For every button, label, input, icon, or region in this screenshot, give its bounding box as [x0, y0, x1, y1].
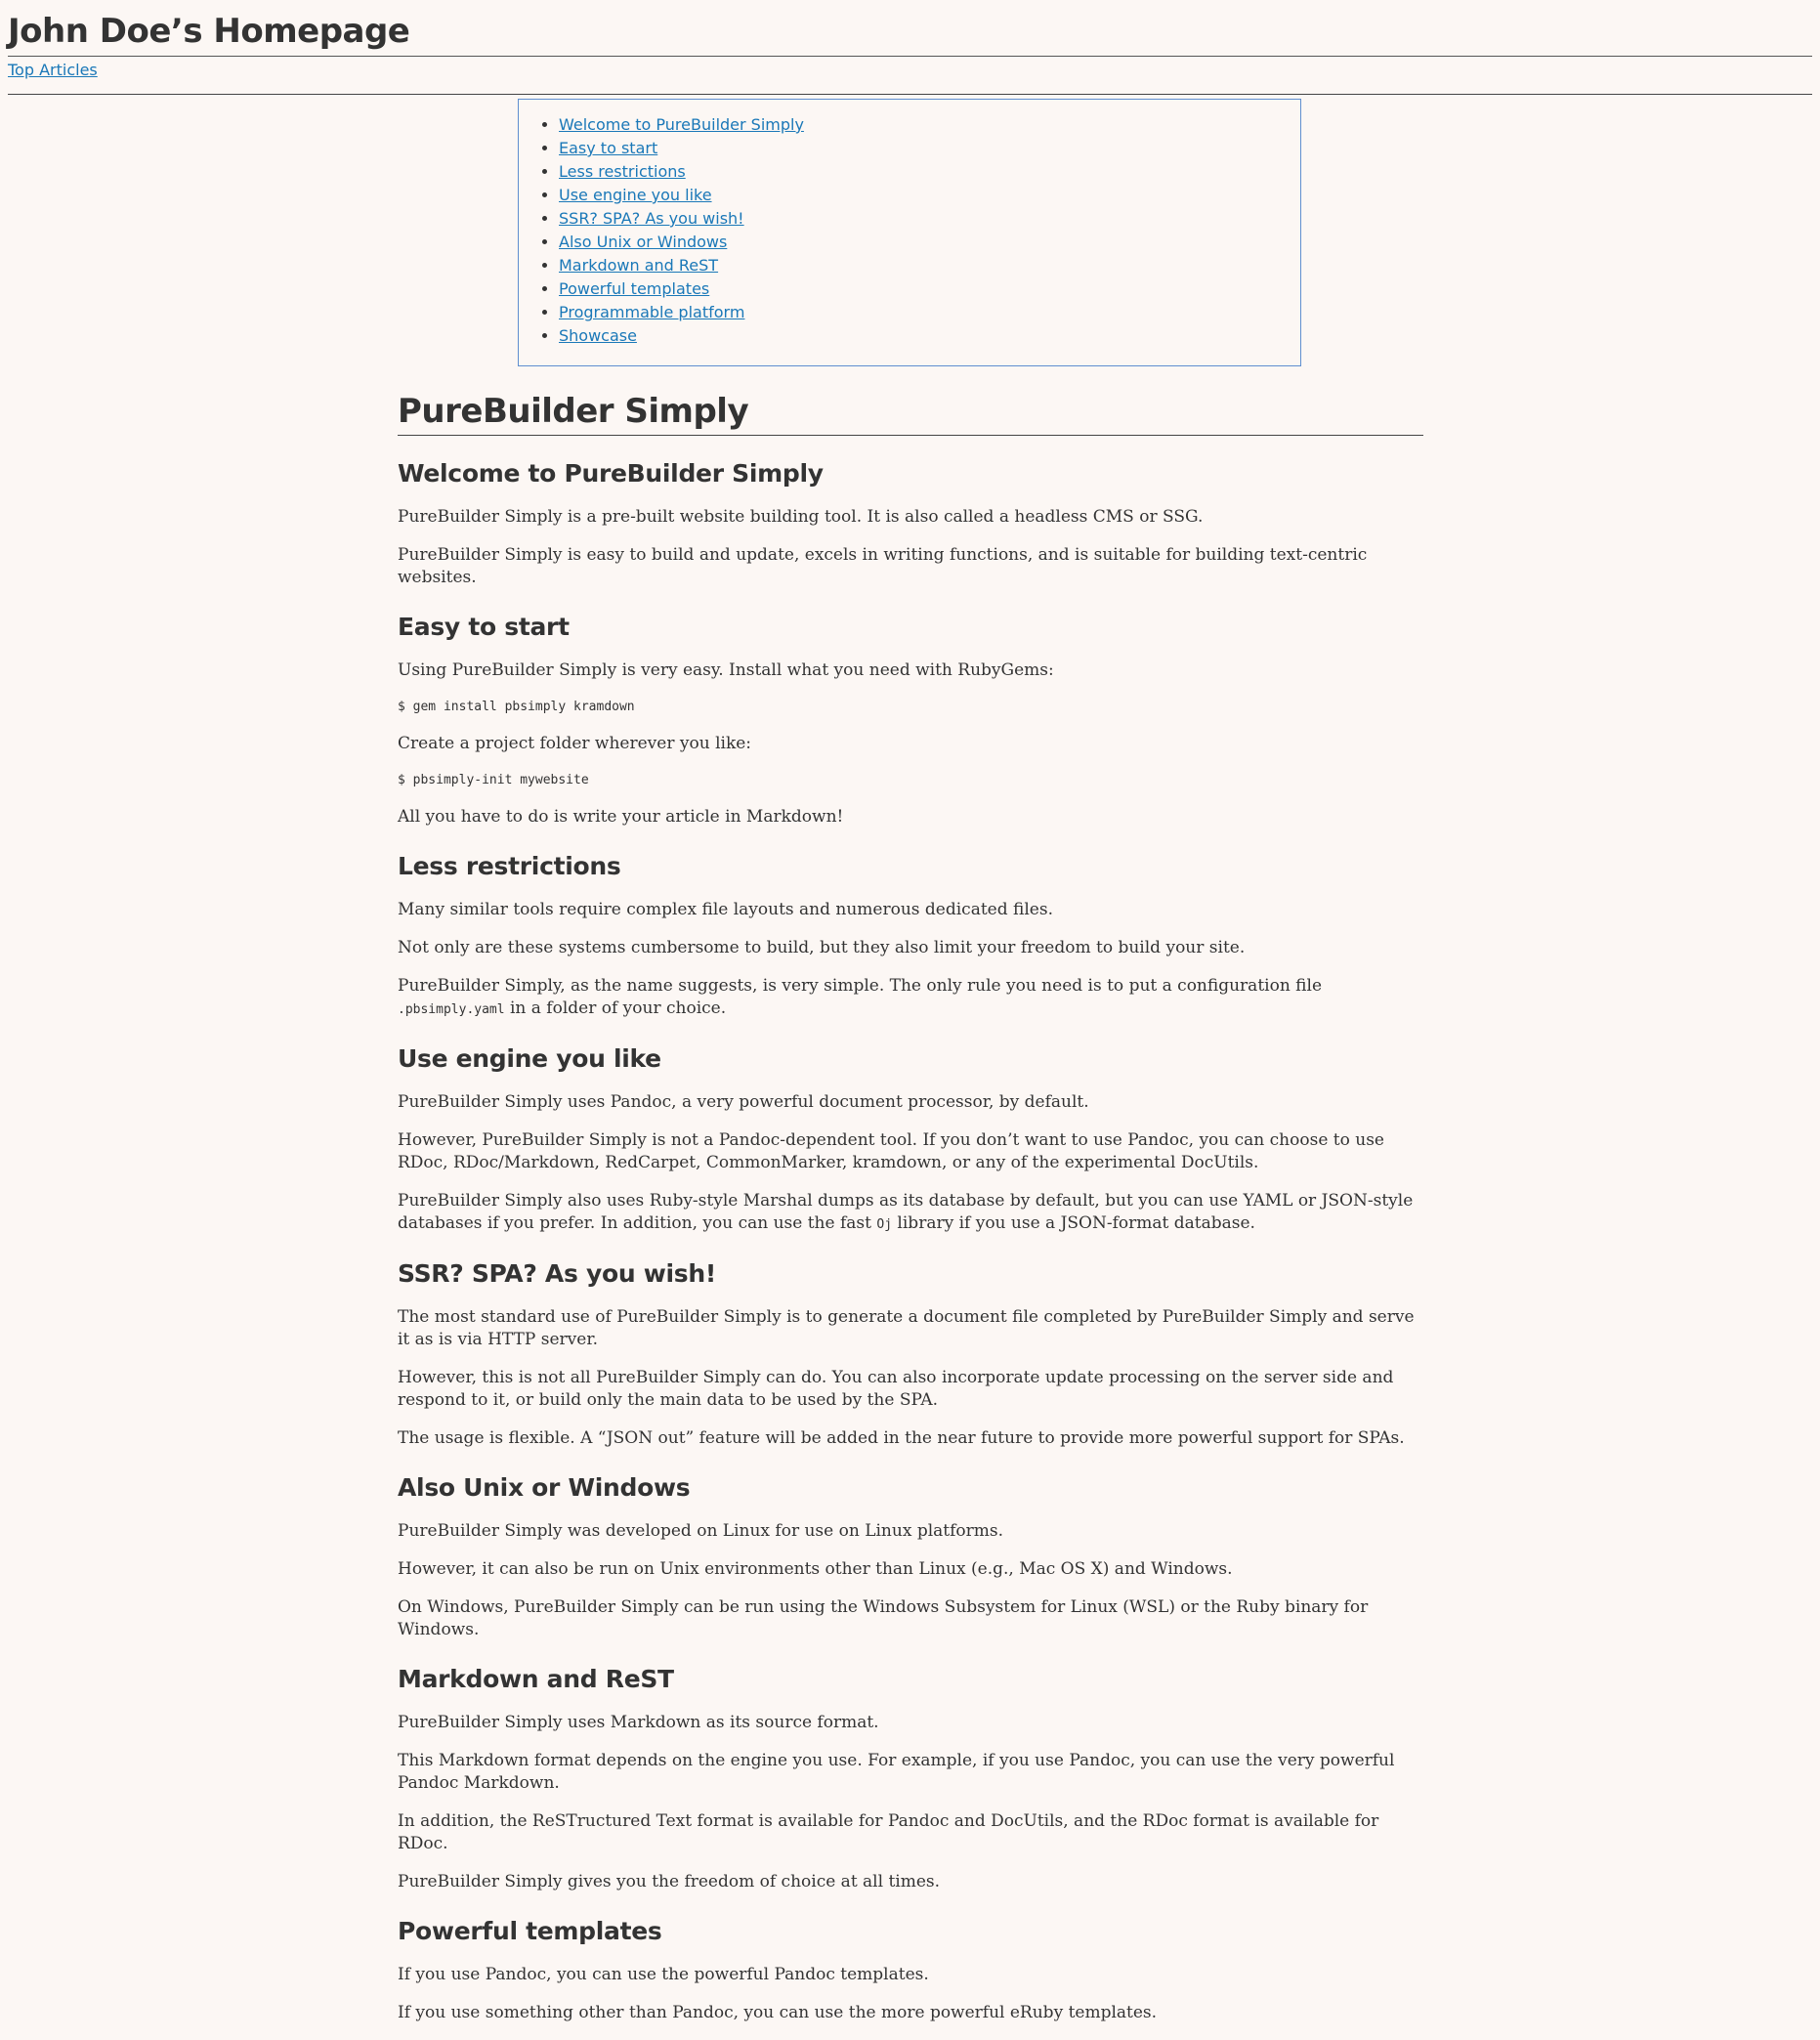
toc-link-welcome[interactable]: Welcome to PureBuilder Simply — [559, 115, 804, 134]
section-heading: Less restrictions — [398, 852, 621, 880]
paragraph-text: in a folder of your choice. — [504, 999, 727, 1018]
paragraph-text: PureBuilder Simply, as the name suggests, is very simple. The only rule you need is to put a configuration file — [398, 976, 1323, 996]
paragraph: All you have to do is write your article in Markdown! — [398, 807, 844, 827]
paragraph: Not only are these systems cumbersome to build, but they also limit your freedom to build your site. — [398, 938, 1246, 957]
paragraph: PureBuilder Simply is easy to build and update, excels in writing functions, and is suitable for building text-centric websites. — [398, 545, 1368, 587]
toc-link-less-restrictions[interactable]: Less restrictions — [559, 162, 686, 181]
inline-code-config-file: .pbsimply.yaml — [398, 1002, 505, 1017]
section-powerful-templates — [398, 1917, 1423, 2024]
section-ssr-spa — [398, 1259, 1423, 1450]
paragraph: PureBuilder Simply gives you the freedom of choice at all times. — [398, 1872, 941, 1891]
code-block-pbsimply-init: $ pbsimply-init mywebsite — [398, 773, 589, 787]
section-heading: Markdown and ReST — [398, 1665, 674, 1693]
paragraph: On Windows, PureBuilder Simply can be run using the Windows Subsystem for Linux (WSL) or the Ruby binary for Windows. — [398, 1597, 1369, 1639]
paragraph: However, PureBuilder Simply is not a Pandoc-dependent tool. If you don’t want to use Pandoc, you can choose to use RDoc, RDoc/Markdown, RedCarpet, CommonMarker, kramdown, or any of the experimental DocUtils. — [398, 1130, 1384, 1172]
paragraph: Many similar tools require complex file layouts and numerous dedicated files. — [398, 900, 1053, 919]
toc-item — [559, 160, 1300, 184]
paragraph: Using PureBuilder Simply is very easy. Install what you need with RubyGems: — [398, 660, 1054, 680]
paragraph-text: library if you use a JSON-format database. — [892, 1213, 1255, 1233]
toc-item — [559, 231, 1300, 254]
article-content — [398, 386, 1423, 2040]
inline-code-oj: Oj — [876, 1217, 893, 1232]
toc-link-showcase[interactable]: Showcase — [559, 326, 637, 345]
paragraph-text: PureBuilder Simply also uses Ruby-style Marshal dumps as its database by default, but you can use YAML or JSON-style databases if you prefer. In addition, you can use the fast — [398, 1191, 1414, 1233]
toc-link-easy-to-start[interactable]: Easy to start — [559, 139, 658, 157]
section-easy-to-start — [398, 613, 1423, 829]
paragraph: The most standard use of PureBuilder Simply is to generate a document file completed by PureBuilder Simply and serve it as is via HTTP server. — [398, 1307, 1415, 1349]
paragraph: PureBuilder Simply uses Markdown as its source format. — [398, 1713, 879, 1732]
section-markdown-rest — [398, 1665, 1423, 1893]
toc-item — [559, 137, 1300, 160]
code-block-gem-install: $ gem install pbsimply kramdown — [398, 700, 635, 714]
section-heading: SSR? SPA? As you wish! — [398, 1259, 716, 1288]
toc-item — [559, 184, 1300, 207]
section-heading: Powerful templates — [398, 1917, 662, 1945]
paragraph: PureBuilder Simply uses Pandoc, a very powerful document processor, by default. — [398, 1092, 1089, 1112]
toc-item — [559, 301, 1300, 324]
paragraph: However, it can also be run on Unix environments other than Linux (e.g., Mac OS X) and Windows. — [398, 1559, 1233, 1579]
site-nav — [8, 57, 1812, 95]
paragraph: PureBuilder Simply was developed on Linux for use on Linux platforms. — [398, 1521, 1004, 1541]
toc-link-unix-windows[interactable]: Also Unix or Windows — [559, 233, 728, 251]
toc-link-programmable-platform[interactable]: Programmable platform — [559, 303, 745, 321]
paragraph — [398, 1190, 1423, 1236]
section-heading: Easy to start — [398, 613, 570, 641]
paragraph: If you use something other than Pandoc, you can use the more powerful eRuby templates. — [398, 2003, 1158, 2022]
section-less-restrictions — [398, 852, 1423, 1021]
paragraph: This Markdown format depends on the engine you use. For example, if you use Pandoc, you can use the very powerful Pandoc Markdown. — [398, 1751, 1395, 1793]
article-title: PureBuilder Simply — [398, 386, 1423, 436]
section-welcome — [398, 459, 1423, 589]
toc-link-use-engine[interactable]: Use engine you like — [559, 186, 712, 204]
toc-item — [559, 113, 1300, 137]
toc-item — [559, 324, 1300, 348]
section-use-engine — [398, 1044, 1423, 1236]
paragraph: In addition, the ReSTructured Text format is available for Pandoc and DocUtils, and the RDoc format is available for RDoc. — [398, 1811, 1379, 1853]
toc-item — [559, 277, 1300, 301]
toc-list — [519, 113, 1300, 348]
toc-link-powerful-templates[interactable]: Powerful templates — [559, 279, 710, 298]
section-heading: Also Unix or Windows — [398, 1473, 691, 1502]
toc-link-ssr-spa[interactable]: SSR? SPA? As you wish! — [559, 209, 744, 228]
toc-link-markdown-rest[interactable]: Markdown and ReST — [559, 256, 719, 275]
nav-top-articles-link[interactable]: Top Articles — [8, 61, 98, 79]
section-heading: Use engine you like — [398, 1044, 661, 1073]
paragraph: Create a project folder wherever you like: — [398, 734, 752, 753]
paragraph: If you use Pandoc, you can use the powerful Pandoc templates. — [398, 1965, 929, 1984]
section-unix-windows — [398, 1473, 1423, 1641]
site-title: John Doe’s Homepage — [8, 0, 1812, 57]
paragraph: PureBuilder Simply is a pre-built website building tool. It is also called a headless CMS or SSG. — [398, 507, 1204, 527]
paragraph — [398, 975, 1423, 1021]
toc-item — [559, 254, 1300, 277]
section-heading: Welcome to PureBuilder Simply — [398, 459, 824, 488]
paragraph: The usage is flexible. A “JSON out” feature will be added in the near future to provide more powerful support for SPAs. — [398, 1428, 1405, 1448]
site-header — [0, 0, 1820, 95]
table-of-contents — [518, 99, 1301, 366]
toc-item — [559, 207, 1300, 231]
paragraph: However, this is not all PureBuilder Simply can do. You can also incorporate update processing on the server side and respond to it, or build only the main data to be used by the SPA. — [398, 1368, 1394, 1410]
